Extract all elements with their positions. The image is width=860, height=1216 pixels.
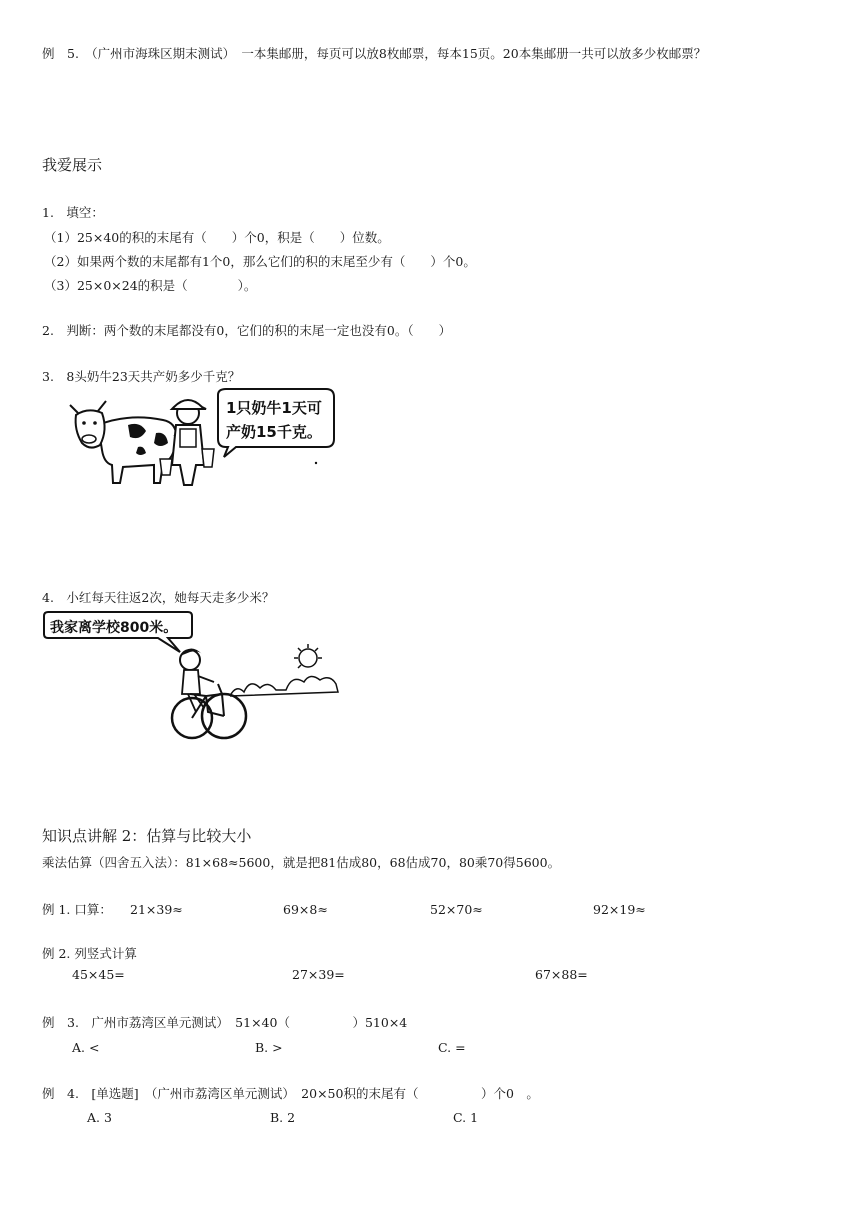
ex1-item-4: 92×19≈ [593,902,646,917]
ex2-item-1: 45×45= [72,967,125,982]
q1-item-1: （1）25×40的积的末尾有（ ）个0，积是（ ）位数。 [44,230,390,245]
cow-bubble-line-1: 1只奶牛1天可 [226,399,322,417]
cow-farmer-drawing [68,385,348,495]
q1-stem: 1. 填空： [42,205,104,220]
ex1-item-1: 21×39≈ [130,902,183,917]
ex1-label: 例 1. 口算： [42,902,112,917]
q2-judge: 2. 判断：两个数的末尾都没有0，它们的积的末尾一定也没有0。（ ） [42,323,452,338]
ex4-option-a[interactable]: A. 3 [87,1110,112,1125]
bicycle-girl-illustration [40,608,345,744]
cow-bubble-line-2: 产奶15千克。 [226,423,322,441]
q3-question: 3. 8头奶牛23天共产奶多少千克？ [42,369,241,384]
ex4-stem: 例 4. [单选题] （广州市荔湾区单元测试） 20×50积的末尾有（ ）个0 。 [42,1086,539,1101]
cow-farmer-illustration [68,385,348,495]
ex2-item-2: 27×39= [292,967,345,982]
ex3-option-b[interactable]: B. > [255,1040,283,1055]
estimation-intro: 乘法估算（四舍五入法）：81×68≈5600，就是把81估成80，68估成70，80乘70得5600。 [42,855,561,870]
q4-question: 4. 小红每天往返2次，她每天走多少米？ [42,590,275,605]
q1-item-2: （2）如果两个数的末尾都有1个0，那么它们的积的末尾至少有（ ）个0。 [44,254,476,269]
bicycle-drawing [40,608,345,744]
ex3-option-a[interactable]: A. < [72,1040,100,1055]
ex2-label: 例 2. 列竖式计算 [42,946,137,961]
ex1-item-2: 69×8≈ [283,902,328,917]
ex1-item-3: 52×70≈ [430,902,483,917]
section-title-estimation: 知识点讲解 2：估算与比较大小 [42,827,252,845]
ex3-stem: 例 3. 广州市荔湾区单元测试） 51×40（ ）510×4 [42,1015,408,1030]
section-title-show: 我爱展示 [42,156,103,174]
ex2-item-3: 67×88= [535,967,588,982]
ex3-option-c[interactable]: C. = [438,1040,466,1055]
bicycle-bubble-text: 我家离学校800米。 [50,620,178,636]
ex4-option-c[interactable]: C. 1 [453,1110,479,1125]
q1-item-3: （3）25×0×24的积是（ ）。 [44,278,257,293]
example-5-question: 例 5. （广州市海珠区期末测试） 一本集邮册，每页可以放8枚邮票，每本15页。20本集邮册一共可以放多少枚邮票？ [42,46,707,61]
ex4-option-b[interactable]: B. 2 [270,1110,296,1125]
